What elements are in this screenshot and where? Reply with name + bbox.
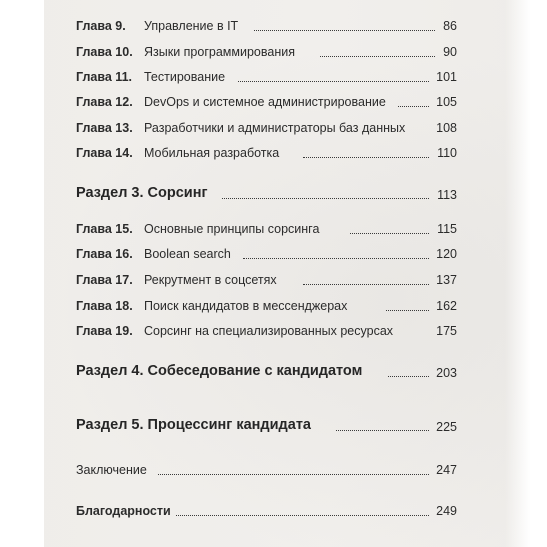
page-number: 101	[436, 70, 457, 84]
chapter-label: Глава 10.	[76, 45, 133, 59]
entry-title: Заключение	[76, 463, 147, 477]
dot-leader	[303, 157, 429, 158]
chapter-title: Управление в IT	[144, 19, 239, 33]
dot-leader	[254, 30, 435, 31]
chapter-title: DevOps и системное администрирование	[144, 95, 386, 109]
toc-entry-conclusion	[0, 460, 547, 480]
dot-leader	[388, 376, 429, 377]
toc-entry-chapter-17	[0, 270, 547, 290]
dot-leader	[386, 310, 429, 311]
toc-entry-chapter-15	[0, 219, 547, 239]
toc-entry-chapter-11	[0, 67, 547, 87]
page-number: 247	[436, 463, 457, 477]
section-title: Раздел 3. Сорсинг	[76, 185, 208, 201]
toc-entry-chapter-14	[0, 143, 547, 163]
toc-entry-section-4	[0, 361, 547, 381]
chapter-title: Языки программирования	[144, 45, 295, 59]
chapter-title: Разработчики и администраторы баз данных	[144, 121, 406, 135]
toc-entry-chapter-10	[0, 42, 547, 62]
page-number: 120	[436, 247, 457, 261]
dot-leader	[243, 258, 429, 259]
chapter-label: Глава 13.	[76, 121, 133, 135]
page-number: 225	[436, 420, 457, 434]
chapter-title: Рекрутмент в соцсетях	[144, 273, 277, 287]
dot-leader	[158, 474, 429, 475]
dot-leader	[176, 515, 429, 516]
dot-leader	[398, 106, 429, 107]
chapter-label: Глава 9.	[76, 19, 126, 33]
chapter-title: Тестирование	[144, 70, 226, 84]
dot-leader	[303, 284, 429, 285]
chapter-label: Глава 16.	[76, 247, 133, 261]
page-number: 105	[436, 95, 457, 109]
toc-entry-section-3	[0, 183, 547, 203]
chapter-title: Поиск кандидатов в мессенджерах	[144, 299, 348, 313]
toc-entry-acknowledgements	[0, 501, 547, 521]
chapter-title: Сорсинг на специализированных ресурсах	[144, 324, 394, 338]
dot-leader	[222, 198, 429, 199]
entry-title: Благодарности	[76, 504, 171, 518]
page-number: 203	[436, 366, 457, 380]
page-number: 249	[436, 504, 457, 518]
page-number: 115	[437, 222, 457, 236]
page-number: 175	[436, 324, 457, 338]
chapter-label: Глава 14.	[76, 146, 133, 160]
section-title: Раздел 4. Собеседование с кандидатом	[76, 363, 363, 379]
toc-entry-chapter-19	[0, 321, 547, 341]
page-number: 137	[436, 273, 457, 287]
page-number: 90	[443, 45, 457, 59]
chapter-label: Глава 17.	[76, 273, 133, 287]
toc-entry-chapter-16	[0, 244, 547, 264]
toc-entry-chapter-18	[0, 296, 547, 316]
chapter-title: Основные принципы сорсинга	[144, 222, 320, 236]
dot-leader	[320, 56, 435, 57]
page-number: 110	[437, 146, 457, 160]
toc-entry-chapter-9	[0, 16, 547, 36]
dot-leader	[238, 81, 429, 82]
chapter-label: Глава 19.	[76, 324, 133, 338]
page-number: 86	[443, 19, 457, 33]
dot-leader	[336, 430, 429, 431]
toc-entry-section-5	[0, 415, 547, 435]
chapter-title: Boolean search	[144, 247, 231, 261]
section-title: Раздел 5. Процессинг кандидата	[76, 417, 311, 433]
chapter-label: Глава 15.	[76, 222, 133, 236]
dot-leader	[350, 233, 429, 234]
chapter-label: Глава 18.	[76, 299, 133, 313]
chapter-title: Мобильная разработка	[144, 146, 280, 160]
page-number: 162	[436, 299, 457, 313]
toc-entry-chapter-12	[0, 92, 547, 112]
toc-entry-chapter-13	[0, 118, 547, 138]
chapter-label: Глава 12.	[76, 95, 133, 109]
chapter-label: Глава 11.	[76, 70, 132, 84]
page-number: 108	[436, 121, 457, 135]
page-number: 113	[437, 188, 457, 202]
